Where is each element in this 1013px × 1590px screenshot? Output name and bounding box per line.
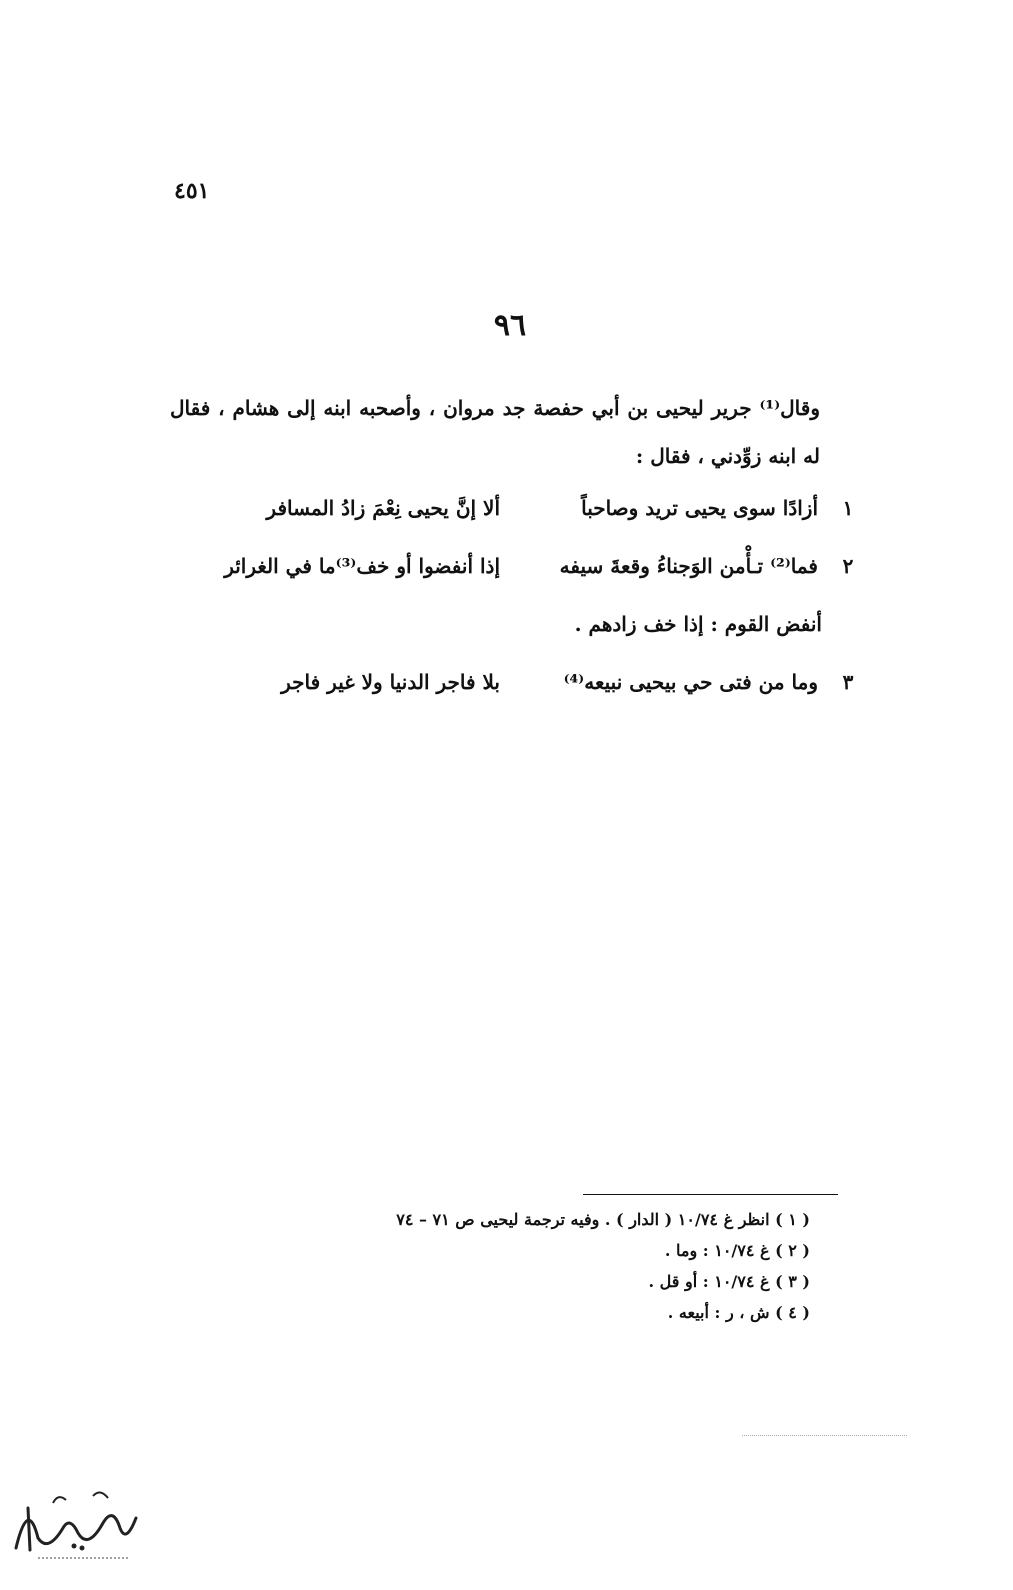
- verse-line-1: [165, 490, 860, 530]
- verse-first-hemistich: فما⁽²⁾ تـأْمن الوَجناءُ وقعةَ سيفه: [559, 554, 818, 578]
- verse-second-hemistich: إذا أنفضوا أو خف⁽³⁾ما في الغرائر: [224, 554, 500, 578]
- verse-first-hemistich: وما من فتى حي بيحيى نبيعه⁽⁴⁾: [563, 670, 818, 694]
- footnote-divider: [583, 1194, 838, 1195]
- verse-number: ٣: [842, 670, 854, 694]
- poem-number: ٩٦: [493, 308, 527, 343]
- calligraphy-logo-icon: [8, 1478, 143, 1563]
- verse-number: ٢: [842, 554, 854, 578]
- verse-number: ١: [842, 496, 854, 520]
- footnote-1: ( ١ ) انظر غ ١٠/٧٤ ( الدار ) . وفيه ترجمة ليحيى ص ٧١ – ٧٤: [396, 1210, 810, 1229]
- verse-first-hemistich: أزادًا سوى يحيى تريد وصاحباً: [581, 496, 818, 520]
- footnote-2: ( ٢ ) غ ١٠/٧٤ : وما .: [664, 1241, 810, 1260]
- footnote-3: ( ٣ ) غ ١٠/٧٤ : أو قل .: [648, 1272, 810, 1291]
- page-number: ٤٥١: [174, 178, 210, 204]
- footnote-4: ( ٤ ) ش ، ر : أبيعه .: [667, 1303, 810, 1322]
- verse-line-2: [165, 548, 860, 588]
- verse-second-hemistich: بلا فاجر الدنيا ولا غير فاجر: [281, 670, 500, 694]
- calligraphy-logo-svg: [8, 1478, 143, 1563]
- scan-artifact-line: [742, 1435, 907, 1436]
- verse-gloss: أنفض القوم : إذا خف زادهم .: [574, 612, 822, 636]
- verse-line-3: [165, 664, 860, 704]
- footnotes: [330, 1204, 810, 1328]
- intro-paragraph: وقال⁽¹⁾ جرير ليحيى بن أبي حفصة جد مروان ، وأصحبه ابنه إلى هشام ، فقال له ابنه زوِّدني ، فقال :: [170, 396, 820, 468]
- verse-second-hemistich: ألا إنَّ يحيى نِعْمَ زادُ المسافر: [266, 496, 500, 520]
